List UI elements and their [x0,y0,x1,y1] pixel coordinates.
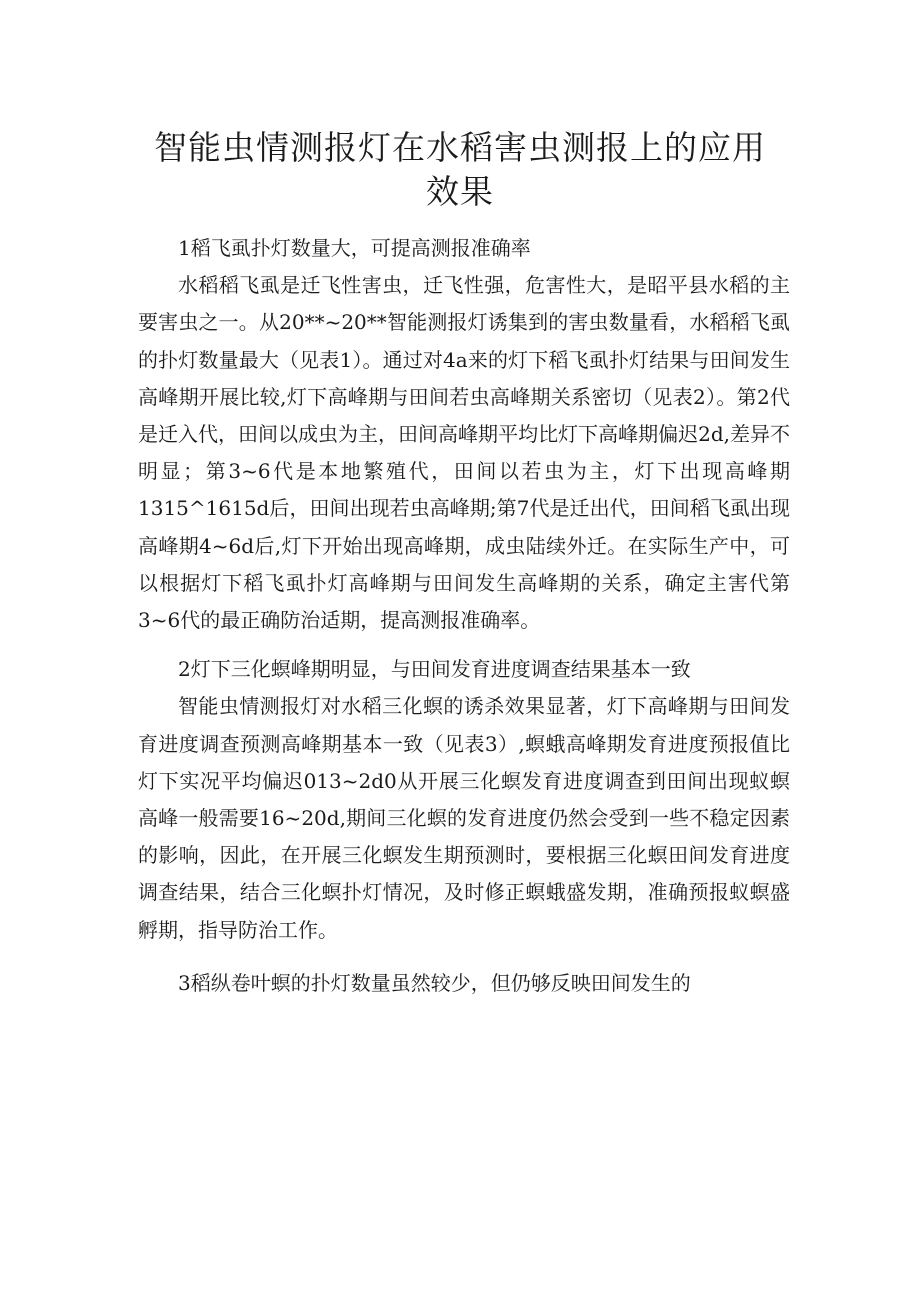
section-heading-2: 2灯下三化螟峰期明显，与田间发育进度调查结果基本一致 [178,657,691,682]
section-heading-1: 1稻飞虱扑灯数量大，可提高测报准确率 [178,236,531,260]
body-paragraph-1: 水稻稻飞虱是迁飞性害虫，迁飞性强，危害性大，是昭平县水稻的主要害虫之一。从20**~20**智能测报灯诱集到的害虫数量看，水稻稻飞虱的扑灯数量最大（见表1）。通过对4a来的灯下稻飞虱扑灯结果与田间发生高峰期开展比较,灯下高峰期与田间若虫高峰期关系密切（见表2）。第2代是迁入代，田间以成虫为主，田间高峰期平均比灯下高峰期偏迟2d,差异不明显；第3~6代是本地繁殖代，田间以若虫为主，灯下出现高峰期1315^1615d后，田间出现若虫高峰期;第7代是迁出代，田间稻飞虱出现高峰期4~6d后,灯下开始出现高峰期，成虫陆续外迁。在实际生产中，可以根据灯下稻飞虱扑灯高峰期与田间发生高峰期的关系，确定主害代第3~6代的最正确防治适期，提高测报准确率。 [138,273,790,633]
document-title-line2: 效果 [426,172,494,211]
section-heading-3: 3稻纵卷叶螟的扑灯数量虽然较少，但仍够反映田间发生的 [178,970,691,995]
body-paragraph-2: 智能虫情测报灯对水稻三化螟的诱杀效果显著，灯下高峰期与田间发育进度调查预测高峰期基本一致（见表3）,螟蛾高峰期发育进度预报值比灯下实况平均偏迟013~2d0从开展三化螟发育进度调查到田间出现蚁螟高峰一般需要16~20d,期间三化螟的发育进度仍然会受到一些不稳定因素的影响，因此，在开展三化螟发生期预测时，要根据三化螟田间发育进度调查结果，结合三化螟扑灯情况，及时修正螟蛾盛发期，准确预报蚁螟盛孵期，指导防治工作。 [138,694,790,942]
document-body [138,230,790,1002]
document-title-line1: 智能虫情测报灯在水稻害虫测报上的应用 [154,128,766,167]
